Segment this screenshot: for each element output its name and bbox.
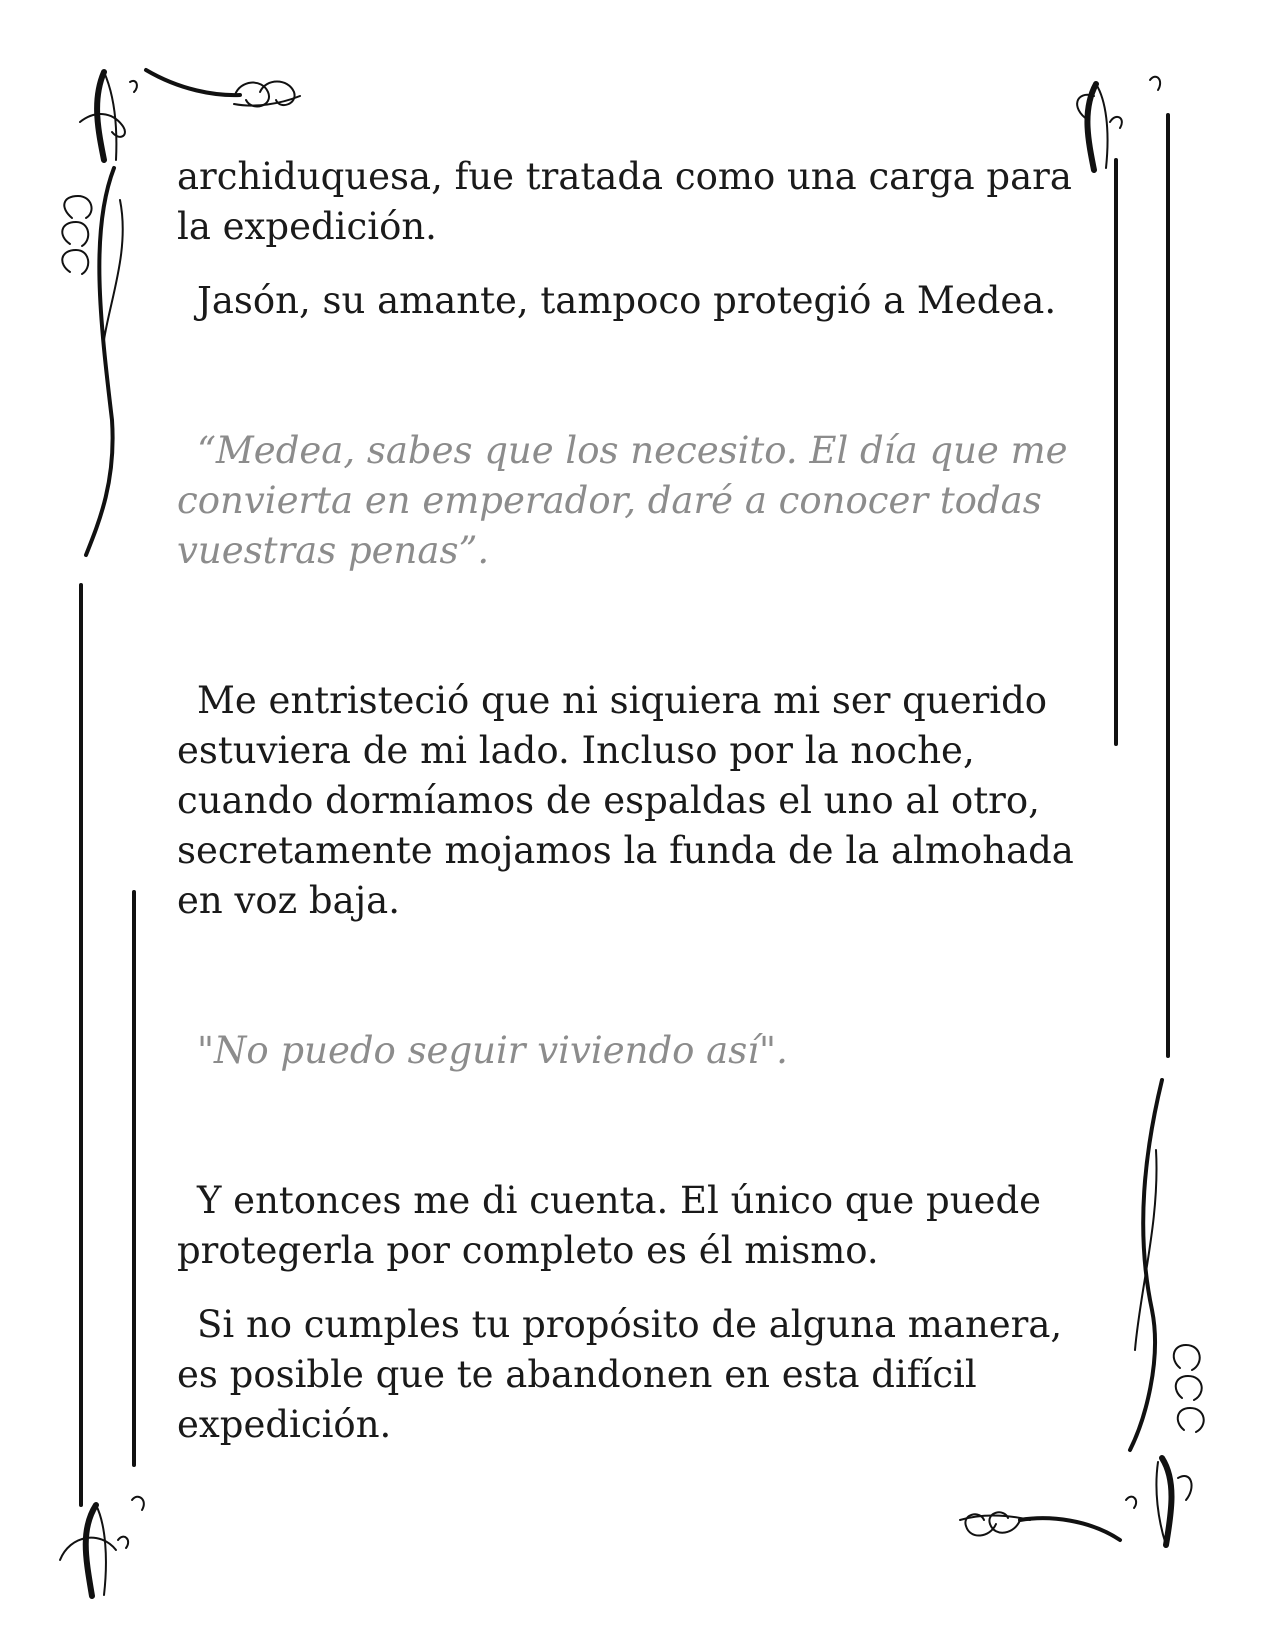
- quote-2: "No puedo seguir viviendo así".: [197, 1029, 788, 1072]
- paragraph-4: Y entonces me di cuenta. El único que puede protegerla por completo es él mismo.: [177, 1179, 1042, 1272]
- paragraph-3: Me entristeció que ni siquiera mi ser querido estuviera de mi lado. Incluso por la noche, cuando dormíamos de espaldas el uno al otro, secretamente mojamos la funda de la almohada en voz baja.: [177, 679, 1074, 922]
- top-right-flourish-icon: [1077, 77, 1160, 170]
- paragraph-5: Si no cumples tu propósito de alguna manera, es posible que te abandonen en esta difícil expedición.: [177, 1303, 1063, 1446]
- paragraph-2: Jasón, su amante, tampoco protegió a Medea.: [197, 279, 1057, 322]
- paragraph-1: archiduquesa, fue tratada como una carga para la expedición.: [177, 155, 1072, 248]
- quote-1: “Medea, sabes que los necesito. El día que me convierta en emperador, daré a conocer todas vuestras penas”.: [177, 429, 1068, 572]
- bottom-left-flourish-icon: [60, 1497, 144, 1596]
